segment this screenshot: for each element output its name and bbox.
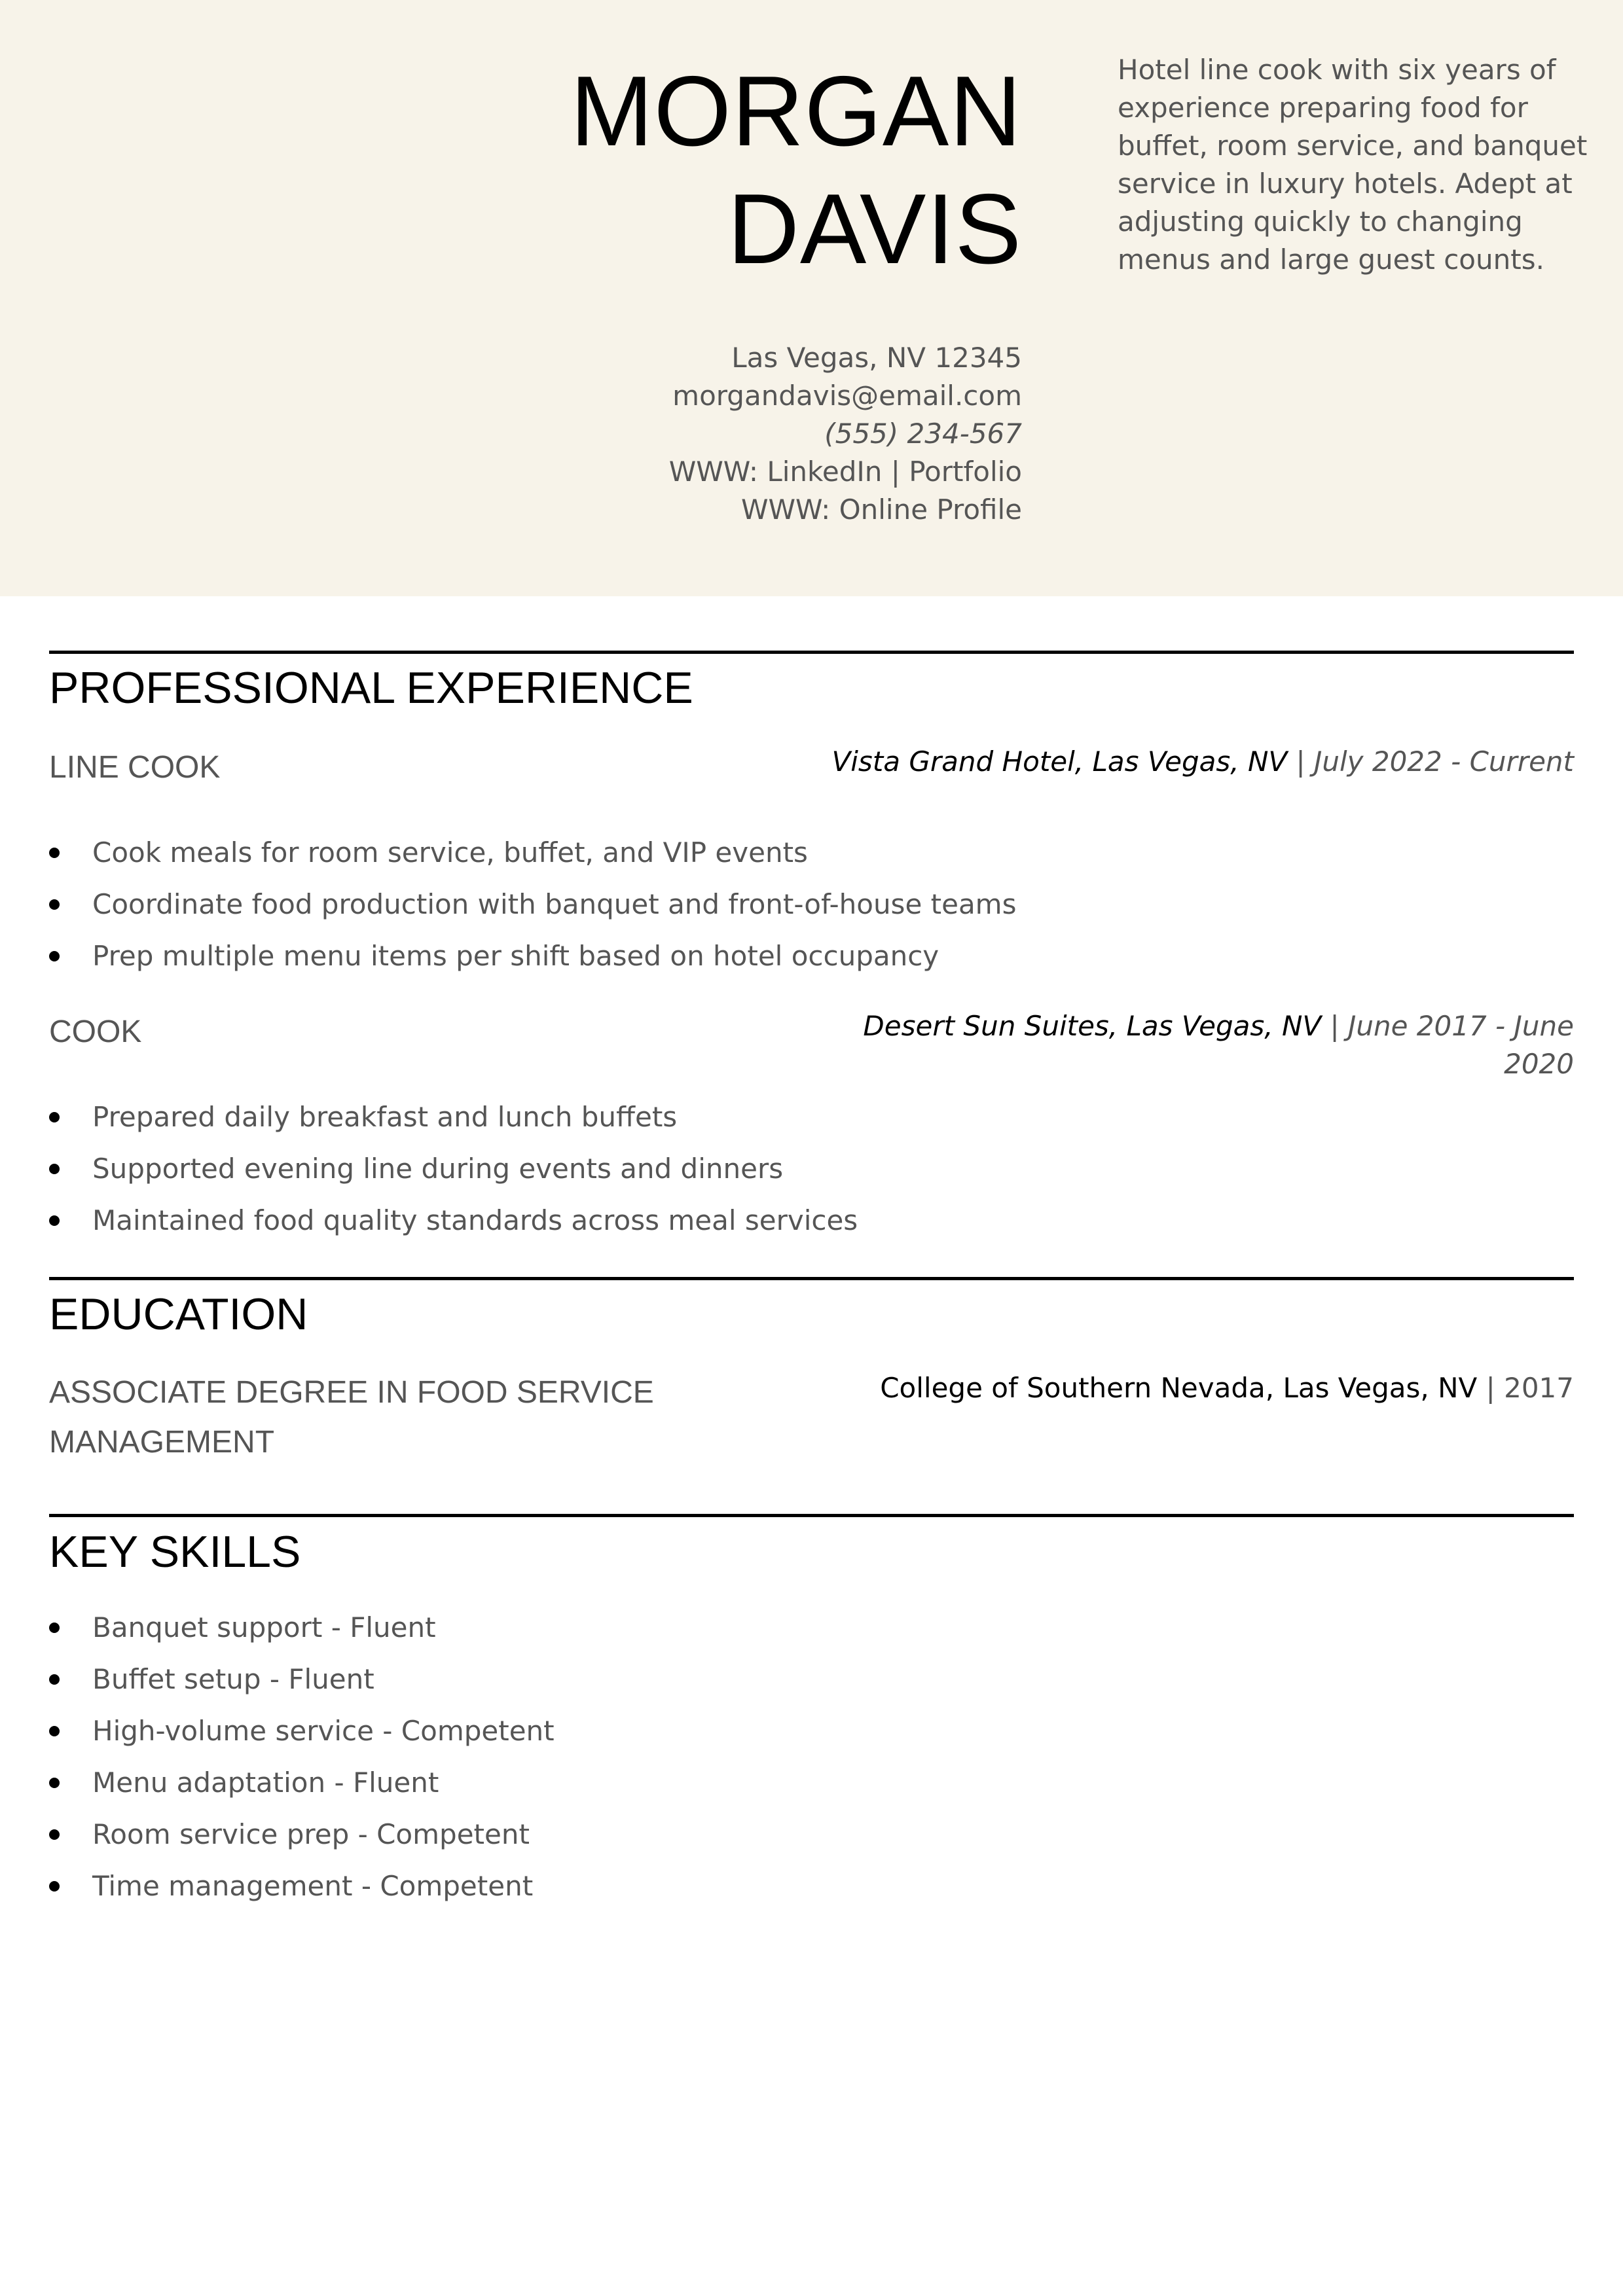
employer: Desert Sun Suites xyxy=(863,1010,1109,1042)
email: morgandavis@email.com xyxy=(672,380,1022,412)
job-location: , Las Vegas, NV xyxy=(1074,745,1288,778)
degree-title: ASSOCIATE DEGREE IN FOOD SERVICE MANAGEMENT xyxy=(49,1375,654,1460)
list-item: Coordinate food production with banquet and front-of-house teams xyxy=(49,878,1555,930)
list-item: High-volume service - Competent xyxy=(49,1705,1555,1757)
list-item: Prep multiple menu items per shift based on hotel occupancy xyxy=(49,930,1555,982)
online-profile: WWW: Online Profile xyxy=(740,493,1022,526)
separator: | xyxy=(1321,1010,1348,1042)
list-item: Maintained food quality standards across meal services xyxy=(49,1194,1555,1246)
employer: Vista Grand Hotel xyxy=(831,745,1075,778)
professional-summary: Hotel line cook with six years of experience preparing food for buffet, room service, and banquet service in luxury hotels. Adept at adjusting quickly to changing menus and large guest counts. xyxy=(1118,54,1588,276)
list-item: Room service prep - Competent xyxy=(49,1808,1555,1860)
contact-info xyxy=(433,339,1022,529)
job-dates: June 2017 - June 2020 xyxy=(1347,1010,1574,1080)
graduation-year: 2017 xyxy=(1504,1372,1574,1404)
list-item: Prepared daily breakfast and lunch buffets xyxy=(49,1091,1555,1143)
first-name: MORGAN xyxy=(570,56,1022,167)
job-location: , Las Vegas, NV xyxy=(1108,1010,1322,1042)
list-item: Cook meals for room service, buffet, and VIP events xyxy=(49,827,1555,878)
experience-heading: PROFESSIONAL EXPERIENCE xyxy=(49,663,693,713)
phone: (555) 234-567 xyxy=(824,418,1022,450)
job-duties xyxy=(49,827,1555,982)
school: College of Southern Nevada, Las Vegas, NV xyxy=(880,1372,1478,1404)
section-divider xyxy=(49,1277,1574,1280)
education-heading: EDUCATION xyxy=(49,1289,308,1339)
job-title: COOK xyxy=(49,1014,142,1049)
section-divider xyxy=(49,651,1574,654)
section-divider xyxy=(49,1514,1574,1517)
list-item: Buffet setup - Fluent xyxy=(49,1653,1555,1705)
header-band xyxy=(0,0,1623,596)
separator: | xyxy=(1287,745,1314,778)
candidate-name xyxy=(433,52,1022,288)
job-title: LINE COOK xyxy=(49,750,221,785)
list-item: Menu adaptation - Fluent xyxy=(49,1757,1555,1808)
job-meta xyxy=(821,743,1574,781)
job-dates: July 2022 - Current xyxy=(1313,745,1574,778)
education-meta xyxy=(821,1369,1574,1407)
job-meta xyxy=(821,1007,1574,1083)
list-item: Banquet support - Fluent xyxy=(49,1602,1555,1653)
web-links: WWW: LinkedIn | Portfolio xyxy=(668,456,1022,488)
skills-heading: KEY SKILLS xyxy=(49,1527,301,1577)
separator: | xyxy=(1477,1372,1504,1404)
list-item: Time management - Competent xyxy=(49,1860,1555,1912)
last-name: DAVIS xyxy=(727,173,1022,285)
address: Las Vegas, NV 12345 xyxy=(731,342,1022,374)
list-item: Supported evening line during events and dinners xyxy=(49,1143,1555,1194)
job-duties xyxy=(49,1091,1555,1246)
skills-list xyxy=(49,1602,1555,1912)
